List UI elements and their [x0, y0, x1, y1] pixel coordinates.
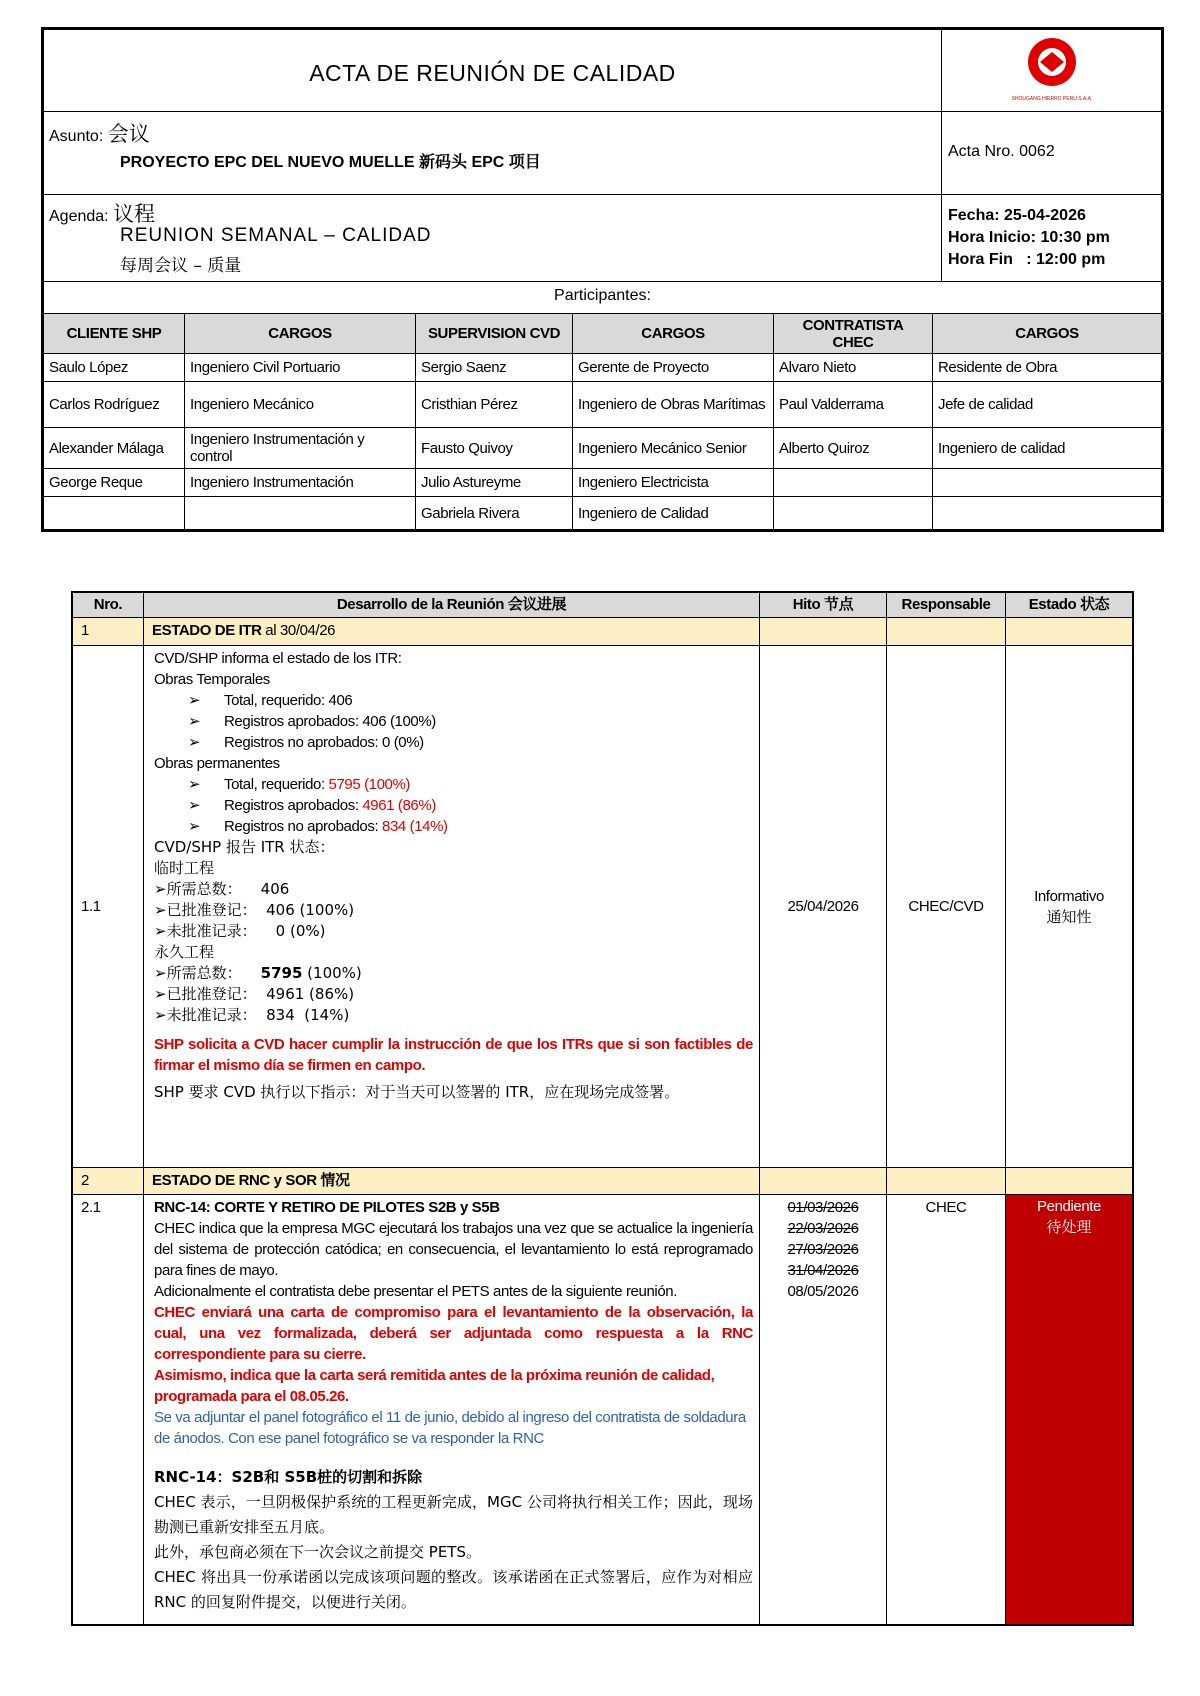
participant-cell	[44, 497, 185, 529]
asunto-zh: 会议	[107, 122, 150, 146]
zh-line	[154, 900, 753, 921]
agenda-label: Agenda:	[49, 208, 109, 225]
asunto-row	[44, 112, 1161, 195]
item-hito: 25/04/2026	[760, 646, 887, 1168]
participant-cell: Paul Valderrama	[774, 382, 933, 428]
text-paragraph: CHEC indica que la empresa MGC ejecutará los trabajos una vez que se actualice la ingeniería del sistema de protección catódica; en consecuencia, el levantamiento lo está reprogramado para fines de mayo.	[154, 1220, 753, 1279]
company-logo	[992, 30, 1112, 112]
participant-cell: Jefe de calidad	[933, 382, 1161, 428]
agenda-row	[44, 195, 1161, 282]
zh-text: 已批准登记： 406 (100%)	[166, 901, 355, 919]
participant-cell: Alberto Quiroz	[774, 428, 933, 469]
section-cell	[1006, 1168, 1132, 1195]
bullet-item	[154, 711, 753, 732]
participant-cell	[774, 497, 933, 529]
bullet-icon: ➢	[154, 1006, 167, 1024]
text-line: CVD/SHP informa el estado de los ITR:	[154, 650, 402, 667]
participants-label: Participantes:	[44, 282, 1161, 314]
title-cell	[44, 30, 942, 111]
col-hito: Hito 节点	[760, 593, 887, 618]
section-cell	[760, 1168, 887, 1195]
status-text-zh: 通知性	[1046, 907, 1092, 926]
bullet-value: 5795 (100%)	[328, 776, 411, 793]
start-time: Hora Inicio: 10:30 pm	[948, 229, 1110, 246]
zh-line	[154, 963, 753, 984]
item-description	[144, 1195, 760, 1624]
zh-line	[154, 921, 753, 942]
section-title-rest: al 30/04/26	[261, 622, 336, 639]
participant-cell: Gerente de Proyecto	[573, 354, 774, 382]
zh-line	[154, 984, 753, 1005]
participant-cell: Sergio Saenz	[416, 354, 573, 382]
col-cargos-1: CARGOS	[185, 314, 416, 354]
arrow-bullet-icon: ➢	[188, 692, 201, 709]
bullet-icon: ➢	[154, 985, 167, 1003]
item-number: 2.1	[73, 1195, 144, 1624]
status-text: Informativo	[1034, 887, 1104, 905]
participant-cell: Ingeniero de calidad	[933, 428, 1161, 469]
meeting-date: Fecha: 25-04-2026	[948, 207, 1086, 224]
bullet-icon: ➢	[154, 880, 167, 898]
participant-cell: Ingeniero de Obras Marítimas	[573, 382, 774, 428]
bullet-icon: ➢	[154, 901, 167, 919]
agenda-label-wrap	[49, 198, 155, 228]
title-row	[44, 30, 1161, 112]
participant-cell: Alexander Málaga	[44, 428, 185, 469]
bullet-icon: ➢	[154, 922, 167, 940]
zh-text: 未批准记录： 0 (0%)	[166, 922, 326, 940]
zh-line: CVD/SHP 报告 ITR 状态：	[154, 838, 335, 856]
text-line: Obras Temporales	[154, 671, 270, 688]
zh-text: 所需总数： 406	[166, 880, 290, 898]
bullet-item	[154, 690, 753, 711]
bullet-text: Total, requerido:	[224, 776, 329, 793]
section-title-bold: ESTADO DE ITR	[152, 622, 262, 639]
participant-cell	[185, 497, 416, 529]
col-estado: Estado 状态	[1006, 593, 1132, 618]
instruction-red: SHP solicita a CVD hacer cumplir la instrucción de que los ITRs que si son factibles de firmar el mismo día se firmen en campo.	[154, 1036, 753, 1074]
col-cargos-2: CARGOS	[573, 314, 774, 354]
blue-paragraph: Se va adjuntar el panel fotográfico el 11 de junio, debido al ingreso del contratista de soldadura de ánodos. Con ese panel fotográfico se va responder la RNC	[154, 1409, 746, 1447]
meeting-header	[41, 27, 1164, 532]
rnc-title: RNC-14: CORTE Y RETIRO DE PILOTES S2B y S5B	[154, 1199, 500, 1216]
logo-cell	[942, 30, 1161, 111]
date-cell	[942, 195, 1161, 281]
bullet-text: Registros no aprobados: 0 (0%)	[224, 734, 424, 751]
zh-value: 5795	[260, 964, 303, 982]
participant-cell: Ingeniero Mecánico	[185, 382, 416, 428]
bullet-text: Registros no aprobados:	[224, 818, 383, 835]
date-block	[948, 205, 1110, 271]
bullet-item	[154, 816, 753, 837]
col-cargos-3: CARGOS	[933, 314, 1161, 354]
asunto-cell	[44, 112, 942, 194]
rnc-title-zh: RNC-14：S2B和 S5B桩的切割和拆除	[154, 1468, 423, 1486]
red-paragraph: CHEC enviará una carta de compromiso para el levantamiento de la observación, la cual, una vez formalizada, deberá ser adjuntada como respuesta a la RNC correspondiente para su cierre.	[154, 1304, 753, 1363]
logo-subtext: SHOUGANG HIERRO PERU S.A.A.	[1011, 96, 1093, 102]
item-number: 1.1	[73, 646, 144, 1168]
agenda-cell	[44, 195, 942, 281]
zh-text: 未批准记录： 834 (14%)	[166, 1006, 350, 1024]
zh-paragraph: CHEC 表示，一旦阴极保护系统的工程更新完成，MGC 公司将执行相关工作；因此，现场勘测已重新安排至五月底。	[154, 1493, 753, 1536]
agenda-subtitle: 每周会议 – 质量	[120, 256, 242, 276]
section-cell	[887, 618, 1006, 646]
text-line: Obras permanentes	[154, 755, 280, 772]
instruction-zh: SHP 要求 CVD 执行以下指示：对于当天可以签署的 ITR，应在现场完成签署。	[154, 1083, 680, 1101]
zh-line: 临时工程	[154, 859, 215, 877]
zh-line	[154, 879, 753, 900]
participant-cell: Julio Astureyme	[416, 469, 573, 497]
bullet-item	[154, 732, 753, 753]
item-description	[144, 646, 760, 1168]
section-cell	[760, 618, 887, 646]
acta-number: Acta Nro. 0062	[948, 143, 1055, 160]
section-cell	[887, 1168, 1006, 1195]
zh-line	[154, 1005, 753, 1026]
asunto-label-wrap	[49, 118, 150, 148]
zh-text: 已批准登记： 4961 (86%)	[166, 985, 355, 1003]
zh-line: 永久工程	[154, 943, 215, 961]
participant-cell: Gabriela Rivera	[416, 497, 573, 529]
bullet-text: Registros aprobados:	[224, 797, 363, 814]
arrow-bullet-icon: ➢	[188, 713, 201, 730]
participant-cell: Ingeniero Instrumentación y control	[185, 428, 416, 469]
arrow-bullet-icon: ➢	[188, 797, 201, 814]
section-title	[144, 618, 760, 646]
col-cliente-shp: CLIENTE SHP	[44, 314, 185, 354]
red-paragraph: Asimismo, indica que la carta será remitida antes de la próxima reunión de calidad, programada para el 08.05.26.	[154, 1367, 715, 1405]
participant-cell: Cristhian Pérez	[416, 382, 573, 428]
bullet-icon: ➢	[154, 964, 167, 982]
zh-paragraph: CHEC 将出具一份承诺函以完成该项问题的整改。该承诺函在正式签署后，应作为对相应 RNC 的回复附件提交，以便进行关闭。	[154, 1568, 753, 1611]
bullet-value: 834 (14%)	[382, 818, 448, 835]
participant-cell: Fausto Quivoy	[416, 428, 573, 469]
meeting-development-table	[71, 591, 1134, 1626]
zh-paragraph: 此外，承包商必须在下一次会议之前提交 PETS。	[154, 1543, 481, 1561]
item-estado	[1006, 646, 1132, 1168]
hito-old-date: 31/04/2026	[787, 1262, 859, 1279]
col-supervision-cvd: SUPERVISION CVD	[416, 314, 573, 354]
participant-cell: Alvaro Nieto	[774, 354, 933, 382]
hito-current-date: 08/05/2026	[787, 1283, 859, 1300]
col-contratista-chec: CONTRATISTA CHEC	[774, 314, 933, 354]
end-time: Hora Fin : 12:00 pm	[948, 251, 1106, 268]
agenda-title: REUNION SEMANAL – CALIDAD	[120, 225, 432, 246]
hito-old-date: 22/03/2026	[787, 1220, 859, 1237]
participant-cell: Ingeniero Instrumentación	[185, 469, 416, 497]
bullet-value: 4961 (86%)	[362, 797, 436, 814]
participant-cell	[933, 497, 1161, 529]
participants-table	[44, 314, 1161, 529]
participant-cell: Saulo López	[44, 354, 185, 382]
arrow-bullet-icon: ➢	[188, 818, 201, 835]
page-title: ACTA DE REUNIÓN DE CALIDAD	[309, 60, 676, 86]
participant-cell: Residente de Obra	[933, 354, 1161, 382]
participant-cell: George Reque	[44, 469, 185, 497]
participant-cell: Carlos Rodríguez	[44, 382, 185, 428]
acta-cell	[942, 112, 1161, 194]
text-paragraph: Adicionalmente el contratista debe presentar el PETS antes de la siguiente reunión.	[154, 1283, 677, 1300]
section-number: 1	[73, 618, 144, 646]
item-responsable: CHEC/CVD	[887, 646, 1006, 1168]
status-text-zh: 待处理	[1046, 1218, 1092, 1236]
participant-cell: Ingeniero Civil Portuario	[185, 354, 416, 382]
section-cell	[1006, 618, 1132, 646]
participant-cell	[933, 469, 1161, 497]
section-title: ESTADO DE RNC y SOR 情况	[144, 1168, 760, 1195]
bullet-item	[154, 774, 753, 795]
col-responsable: Responsable	[887, 593, 1006, 618]
hito-old-date: 27/03/2026	[787, 1241, 859, 1258]
item-hito	[760, 1195, 887, 1624]
item-responsable: CHEC	[887, 1195, 1006, 1624]
participant-cell: Ingeniero de Calidad	[573, 497, 774, 529]
status-badge-pending	[1006, 1195, 1132, 1624]
bullet-text: Total, requerido: 406	[224, 692, 353, 709]
section-number: 2	[73, 1168, 144, 1195]
project-name: PROYECTO EPC DEL NUEVO MUELLE 新码头 EPC 项目	[120, 154, 541, 171]
col-desarrollo: Desarrollo de la Reunión 会议进展	[144, 593, 760, 618]
participant-cell: Ingeniero Mecánico Senior	[573, 428, 774, 469]
hito-old-date: 01/03/2026	[787, 1199, 859, 1216]
zh-text: (100%)	[302, 964, 362, 982]
arrow-bullet-icon: ➢	[188, 776, 201, 793]
status-text: Pendiente	[1037, 1198, 1101, 1215]
agenda-zh: 议程	[113, 202, 156, 226]
asunto-label: Asunto:	[49, 128, 104, 145]
zh-text: 所需总数：	[166, 964, 261, 982]
participant-cell: Ingeniero Electricista	[573, 469, 774, 497]
col-nro: Nro.	[73, 593, 144, 618]
participant-cell	[774, 469, 933, 497]
bullet-text: Registros aprobados: 406 (100%)	[224, 713, 436, 730]
arrow-bullet-icon: ➢	[188, 734, 201, 751]
bullet-item	[154, 795, 753, 816]
